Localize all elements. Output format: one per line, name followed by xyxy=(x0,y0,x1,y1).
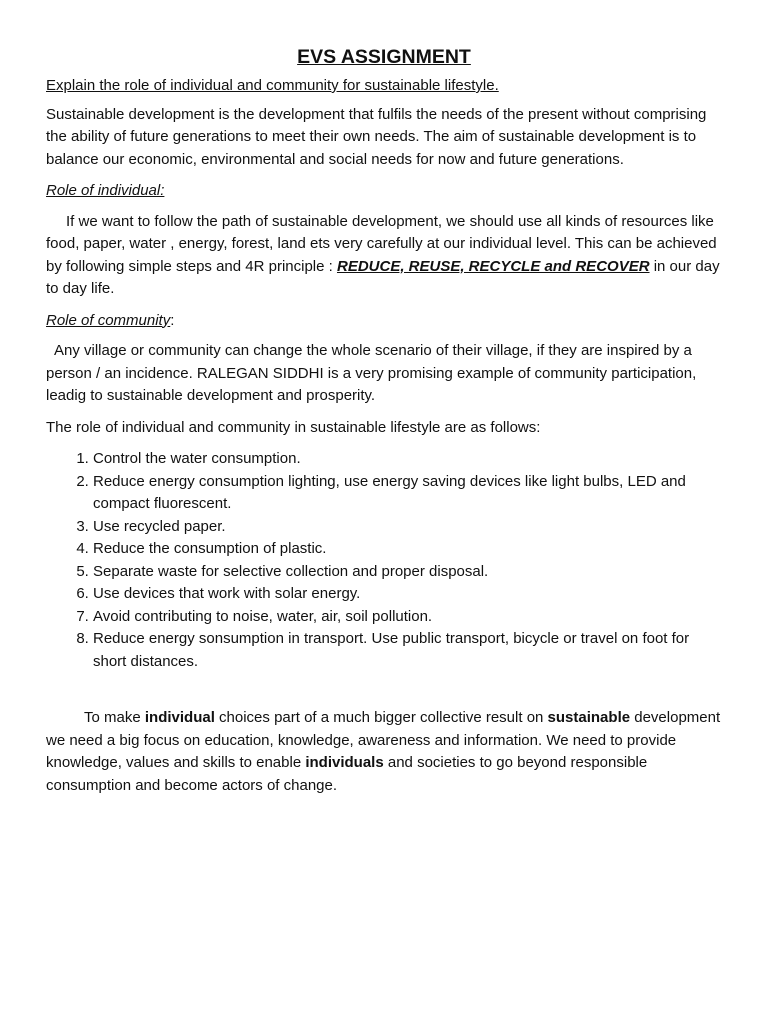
individual-text-after: in our day to day life. xyxy=(46,257,720,297)
document-page xyxy=(46,44,722,806)
community-heading: Role of community xyxy=(46,311,171,329)
community-paragraph: Any village or community can change the whole scenario of their village, if they are inspired by a person / an incidence. RALEGAN SIDDHI is a very promising example of community participation, leadig to sustainable development and prosperity. xyxy=(46,342,697,404)
community-heading-colon: : xyxy=(170,311,175,329)
individual-paragraph xyxy=(46,211,722,301)
list-item: 4. Reduce the consumption of plastic. xyxy=(93,538,722,561)
role-list xyxy=(46,448,722,673)
4r-principle-emphasis: REDUCE, REUSE, RECYCLE and RECOVER xyxy=(336,257,650,275)
list-item: 2. Reduce energy consumption lighting, use energy saving devices like light bulbs, LED and compact fluorescent. xyxy=(93,471,722,516)
conclusion-text-2: choices part of a much bigger collective result on xyxy=(214,709,548,726)
conclusion-text-3: development we need a big focus on education, knowledge, awareness and information. We need to provide knowledge, values and skills to enable xyxy=(46,709,721,771)
list-item: 5. Separate waste for selective collection and proper disposal. xyxy=(93,561,722,584)
list-item: 6. Use devices that work with solar energy. xyxy=(93,583,722,606)
individual-text-before: If we want to follow the path of sustainable development, we should use all kinds of resources like food, paper, water , energy, forest, land ets very carefully at our individual level. This can be achieved by following simple steps and 4R principle : xyxy=(46,212,717,275)
intro-paragraph: Sustainable development is the development that fulfils the needs of the present without comprising the ability of future generations to meet their own needs. The aim of sustainable development is to balance our economic, environmental and social needs for now and future generations. xyxy=(46,105,707,168)
conclusion-bold-individuals: individuals xyxy=(305,754,384,771)
individual-heading: Role of individual: xyxy=(46,182,165,199)
list-item: 3. Use recycled paper. xyxy=(93,516,722,539)
list-item: 8. Reduce energy sonsumption in transport. Use public transport, bicycle or travel on foot for short distances. xyxy=(93,628,722,673)
conclusion-bold-sustainable: sustainable xyxy=(547,709,631,726)
list-item: 1. Control the water consumption. xyxy=(93,448,722,471)
page-title: EVS ASSIGNMENT xyxy=(297,46,471,68)
conclusion-text-1: To make xyxy=(84,709,145,726)
conclusion-bold-individual: individual xyxy=(144,709,215,726)
assignment-question: Explain the role of individual and community for sustainable lifestyle. xyxy=(46,77,499,94)
list-item: 7. Avoid contributing to noise, water, air, soil pollution. xyxy=(93,606,722,629)
conclusion-text-4: and societies to go beyond responsible consumption and become actors of change. xyxy=(46,754,648,794)
conclusion-paragraph xyxy=(46,707,722,797)
community-heading-line xyxy=(46,310,722,333)
list-intro: The role of individual and community in sustainable lifestyle are as follows: xyxy=(46,418,541,436)
